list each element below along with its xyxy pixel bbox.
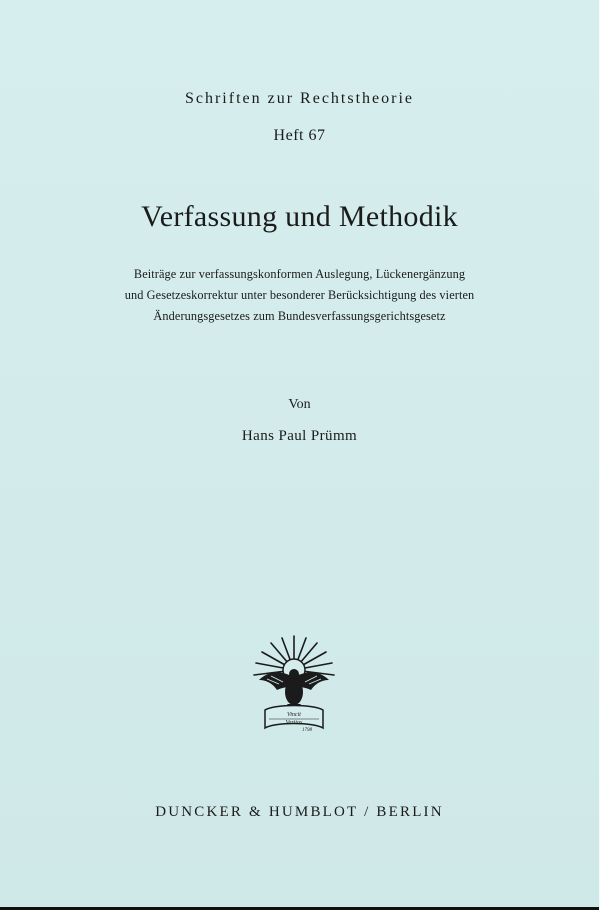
subtitle-line: Beiträge zur verfassungskonformen Auslegung, Lückenergänzung xyxy=(133,267,466,281)
book-title: Verfassung und Methodik xyxy=(141,200,458,233)
emblem-year: 1798 xyxy=(302,728,312,733)
author-name: Hans Paul Prümm xyxy=(241,428,358,444)
subtitle-line: Änderungsgesetzes zum Bundesverfassungsgerichtsgesetz xyxy=(153,309,446,323)
book-subtitle xyxy=(0,264,599,327)
by-label: Von xyxy=(288,397,311,412)
publisher-imprint: DUNCKER & HUMBLOT / BERLIN xyxy=(155,804,444,820)
motto-text: Veritas xyxy=(285,720,303,726)
subtitle-line: und Gesetzeskorrektur unter besonderer Berücksichtigung des vierten xyxy=(124,288,475,302)
eagle-emblem-icon xyxy=(249,630,339,734)
series-title: Schriften zur Rechtstheorie xyxy=(184,90,415,107)
volume-number: Heft 67 xyxy=(273,127,326,144)
motto-text: Vincit xyxy=(287,712,301,718)
